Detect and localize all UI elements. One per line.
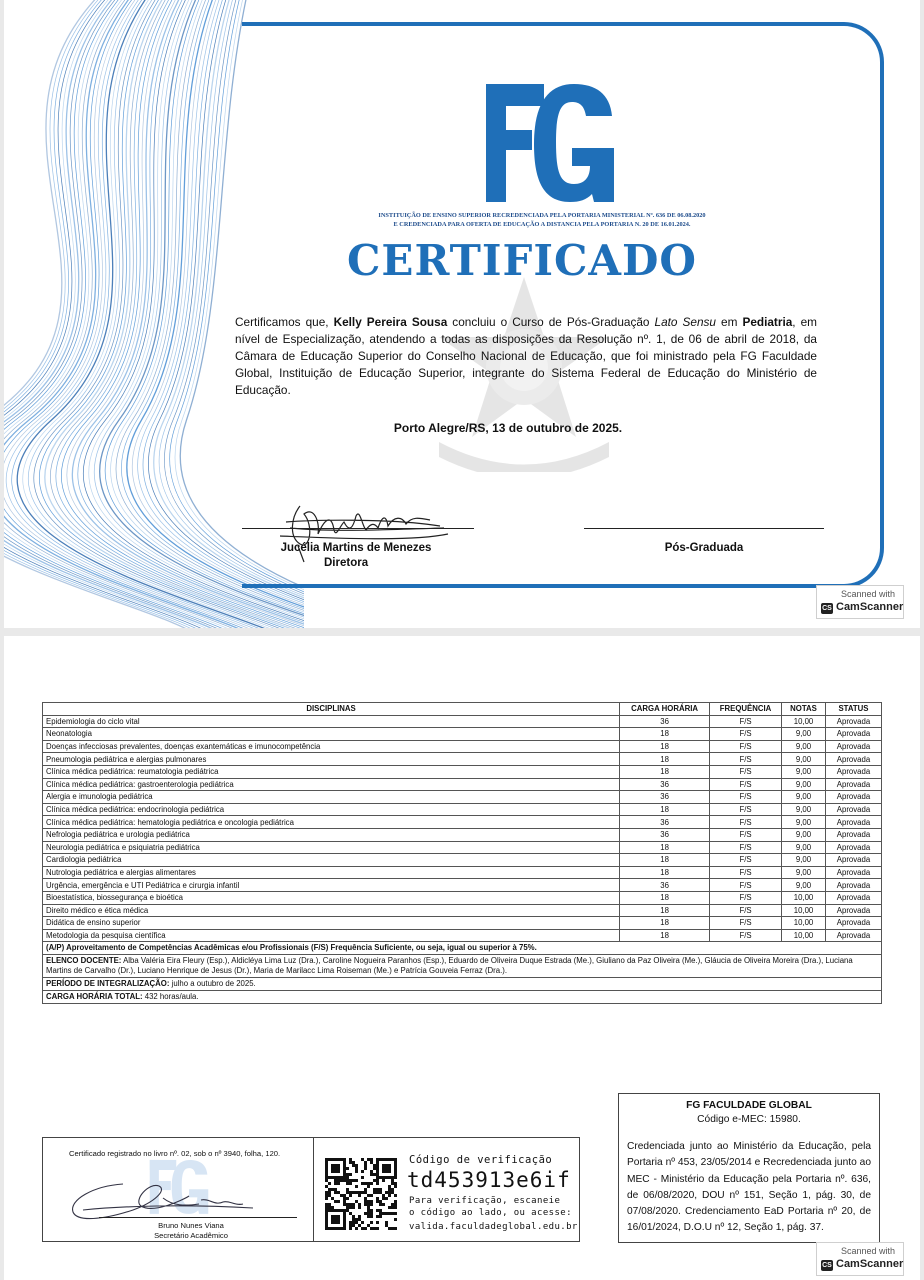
secretary-name: Bruno Nunes Viana <box>158 1221 224 1230</box>
institution-line-1: INSTITUIÇÃO DE ENSINO SUPERIOR RECREDENCIADA PELA PORTARIA MINISTERIAL Nº. 636 DE 06.08.2020 <box>378 212 706 219</box>
cell-hours: 18 <box>620 866 710 879</box>
table-header-row <box>43 703 882 716</box>
table-row <box>43 803 882 816</box>
director-signature <box>270 486 450 566</box>
verification-label: Código de verificação <box>409 1154 553 1166</box>
cell-hours: 18 <box>620 765 710 778</box>
cell-discipline: Clínica médica pediátrica: hematologia pediátrica e oncologia pediátrica <box>43 816 620 829</box>
table-row <box>43 816 882 829</box>
cell-discipline: Epidemiologia do ciclo vital <box>43 715 620 728</box>
secretary-role: Secretário Acadêmico <box>154 1231 228 1240</box>
graduate-label: Pós-Graduada <box>664 542 744 554</box>
graduate-signature-line <box>584 528 824 529</box>
table-row <box>43 879 882 892</box>
verification-help <box>409 1195 572 1219</box>
cell-status: Aprovada <box>825 803 881 816</box>
cell-status: Aprovada <box>825 753 881 766</box>
period-text: julho a outubro de 2025. <box>169 979 256 989</box>
cell-hours: 36 <box>620 778 710 791</box>
wave-line <box>4 0 268 628</box>
cell-hours: 18 <box>620 891 710 904</box>
cell-status: Aprovada <box>825 841 881 854</box>
table-row <box>43 765 882 778</box>
cell-hours: 18 <box>620 917 710 930</box>
legend-text: (A/P) Aproveitamento de Competências Acadêmicas e/ou Profissionais (F/S) Frequência Suficiente, ou seja, igual ou superior à 75%. <box>43 942 882 955</box>
header-notas: NOTAS <box>782 703 826 716</box>
cell-hours: 36 <box>620 715 710 728</box>
institution-line-2: E CREDENCIADA PARA OFERTA DE EDUCAÇÃO A DISTANCIA PELA PORTARIA N. 20 DE 16.01.2024. <box>393 221 691 228</box>
fg-logo <box>480 80 620 202</box>
cell-grade: 9,00 <box>782 841 826 854</box>
cell-grade: 10,00 <box>782 715 826 728</box>
cell-frequency: F/S <box>710 879 782 892</box>
cell-frequency: F/S <box>710 803 782 816</box>
cell-hours: 18 <box>620 740 710 753</box>
cell-discipline: Cardiologia pediátrica <box>43 854 620 867</box>
institution-accreditation <box>304 211 780 229</box>
mec-title: FG FACULDADE GLOBAL <box>686 1100 812 1111</box>
period-row <box>43 978 882 991</box>
lato-sensu: Lato Sensu <box>654 315 716 329</box>
student-name: Kelly Pereira Sousa <box>333 315 448 329</box>
cell-status: Aprovada <box>825 917 881 930</box>
cell-grade: 9,00 <box>782 866 826 879</box>
verification-qr-code[interactable] <box>325 1158 397 1230</box>
cell-grade: 9,00 <box>782 879 826 892</box>
issue-date: Porto Alegre/RS, 13 de outubro de 2025. <box>393 421 623 435</box>
course-name: Pediatria <box>742 315 793 329</box>
certificate-page <box>4 0 920 628</box>
cell-discipline: Clínica médica pediátrica: gastroenterologia pediátrica <box>43 778 620 791</box>
cell-discipline: Clínica médica pediátrica: endocrinologia pediátrica <box>43 803 620 816</box>
table-row <box>43 854 882 867</box>
cell-frequency: F/S <box>710 740 782 753</box>
table-row <box>43 753 882 766</box>
verification-url[interactable]: valida.faculdadeglobal.edu.br <box>409 1222 578 1232</box>
cell-frequency: F/S <box>710 904 782 917</box>
cell-hours: 36 <box>620 791 710 804</box>
header-status: STATUS <box>825 703 881 716</box>
cell-frequency: F/S <box>710 891 782 904</box>
table-row <box>43 728 882 741</box>
cell-frequency: F/S <box>710 866 782 879</box>
cell-frequency: F/S <box>710 791 782 804</box>
faculty-label: ELENCO DOCENTE: <box>46 956 122 966</box>
cell-discipline: Alergia e imunologia pediátrica <box>43 791 620 804</box>
cell-hours: 18 <box>620 803 710 816</box>
cell-frequency: F/S <box>710 765 782 778</box>
table-row <box>43 929 882 942</box>
cell-grade: 10,00 <box>782 891 826 904</box>
cell-grade: 9,00 <box>782 803 826 816</box>
cell-hours: 36 <box>620 828 710 841</box>
cell-discipline: Pneumologia pediátrica e alergias pulmonares <box>43 753 620 766</box>
camscanner-badge <box>816 1242 904 1276</box>
total-row <box>43 991 882 1004</box>
cell-status: Aprovada <box>825 879 881 892</box>
cell-frequency: F/S <box>710 753 782 766</box>
cell-hours: 36 <box>620 879 710 892</box>
cell-hours: 18 <box>620 753 710 766</box>
registration-text: Certificado registrado no livro nº. 02, sob o nº 3940, folha, 120. <box>69 1149 281 1158</box>
cell-discipline: Direito médico e ética médica <box>43 904 620 917</box>
faculty-row <box>43 955 882 978</box>
cell-frequency: F/S <box>710 854 782 867</box>
cell-discipline: Neonatologia <box>43 728 620 741</box>
cell-grade: 9,00 <box>782 728 826 741</box>
cell-grade: 10,00 <box>782 929 826 942</box>
cell-discipline: Urgência, emergência e UTI Pediátrica e cirurgia infantil <box>43 879 620 892</box>
camscanner-top-text: Scanned with <box>840 589 895 599</box>
cell-discipline: Metodologia da pesquisa científica <box>43 929 620 942</box>
cell-status: Aprovada <box>825 728 881 741</box>
period-cell <box>43 978 882 991</box>
mec-accreditation-box <box>618 1093 880 1243</box>
cell-hours: 36 <box>620 816 710 829</box>
certificate-body-text <box>235 314 817 399</box>
cell-status: Aprovada <box>825 765 881 778</box>
cell-status: Aprovada <box>825 891 881 904</box>
table-row <box>43 778 882 791</box>
table-row <box>43 828 882 841</box>
table-row <box>43 904 882 917</box>
cell-frequency: F/S <box>710 929 782 942</box>
certificate-title: CERTIFICADO <box>347 236 697 285</box>
table-row <box>43 740 882 753</box>
table-row <box>43 866 882 879</box>
camscanner-name: CamScanner <box>836 1258 904 1270</box>
cell-grade: 9,00 <box>782 791 826 804</box>
cell-status: Aprovada <box>825 828 881 841</box>
cell-hours: 18 <box>620 841 710 854</box>
cell-grade: 9,00 <box>782 740 826 753</box>
wave-line <box>4 0 250 628</box>
cell-status: Aprovada <box>825 740 881 753</box>
cell-grade: 9,00 <box>782 753 826 766</box>
cell-grade: 9,00 <box>782 765 826 778</box>
cell-status: Aprovada <box>825 715 881 728</box>
cell-status: Aprovada <box>825 929 881 942</box>
cell-grade: 9,00 <box>782 816 826 829</box>
director-role: Diretora <box>324 557 369 569</box>
cell-grade: 10,00 <box>782 917 826 930</box>
director-signature-line <box>242 528 474 529</box>
text-part: , em nível de Especialização, atendendo a todas as disposições da Resolução nº. 1, de 06 de abril de 2018, da Câmara de Educação Superior do Conselho Nacional de Educação, que foi ministrado pela FG Faculdade Global, Instituição de Educação Superior, integrante do Sistema Federal de Educação do Ministério de Educação. <box>235 315 817 397</box>
header-disciplinas: DISCIPLINAS <box>43 703 620 716</box>
cell-frequency: F/S <box>710 917 782 930</box>
cell-frequency: F/S <box>710 841 782 854</box>
cell-grade: 9,00 <box>782 828 826 841</box>
director-name: Jucélia Martins de Menezes <box>280 542 432 554</box>
cell-discipline: Doenças infecciosas prevalentes, doenças exantemáticas e imunocompetência <box>43 740 620 753</box>
grades-table <box>42 702 882 1004</box>
wave-line <box>4 0 245 628</box>
header-frequencia: FREQUÊNCIA <box>710 703 782 716</box>
verification-help-line-1: Para verificação, escaneie <box>409 1196 561 1206</box>
secretary-signature-line <box>99 1217 297 1218</box>
period-label: PERÍODO DE INTEGRALIZAÇÃO: <box>46 979 170 989</box>
table-row <box>43 917 882 930</box>
cell-discipline: Clínica médica pediátrica: reumatologia pediátrica <box>43 765 620 778</box>
table-row <box>43 841 882 854</box>
faculty-cell <box>43 955 882 978</box>
cell-frequency: F/S <box>710 816 782 829</box>
total-cell <box>43 991 882 1004</box>
cell-discipline: Didática de ensino superior <box>43 917 620 930</box>
cell-frequency: F/S <box>710 728 782 741</box>
camscanner-icon: CS <box>822 605 832 612</box>
cell-discipline: Neurologia pediátrica e psiquiatria pediátrica <box>43 841 620 854</box>
cell-frequency: F/S <box>710 778 782 791</box>
total-text: 432 horas/aula. <box>142 992 199 1002</box>
transcript-page <box>4 636 920 1280</box>
verification-help-line-2: o código ao lado, ou acesse: <box>409 1208 572 1218</box>
cell-status: Aprovada <box>825 791 881 804</box>
verification-divider <box>313 1138 314 1241</box>
text-part: Certificamos que, <box>235 315 334 329</box>
cell-status: Aprovada <box>825 904 881 917</box>
verification-box <box>42 1137 580 1242</box>
header-carga: CARGA HORÁRIA <box>620 703 710 716</box>
mec-text: Credenciada junto ao Ministério da Educação, pela Portaria nº 453, 23/05/2014 e Recredenciada junto ao MEC - Ministério da Educação pela Portaria nº. 636, de 06/08/2020, DOU nº 151, Seção 1, pág. 30, de 07/08/2020. Credenciamento EaD Portaria nº 20, de 16/01/2024, D.O.U nº 12, Seção 1, pág. 37. <box>627 1141 871 1234</box>
camscanner-top-text: Scanned with <box>840 1246 895 1256</box>
table-row <box>43 891 882 904</box>
camscanner-name: CamScanner <box>836 601 904 613</box>
verification-code: td453913e6if <box>407 1168 571 1192</box>
cell-hours: 18 <box>620 854 710 867</box>
faculty-text: Alba Valéria Eira Fleury (Esp.), Aldicléya Lima Luz (Dra.), Caroline Nogueira Paranhos (Esp.), Eduardo de Oliveira Duque Estrada (Me.), Giuliano da Paz Oliveira (Me.), Gláucia de Oliveira Moreira (Dra.), Luciana Martins de Carvalho (Dr.), Luciano Henrique de Jesus (Dr.), Maria de Marilacc Lima Roiseman (Me.) e Patrícia Gouveia Ferraz (Dra.). <box>46 956 853 976</box>
table-row <box>43 791 882 804</box>
cell-frequency: F/S <box>710 715 782 728</box>
cell-hours: 18 <box>620 904 710 917</box>
cell-grade: 10,00 <box>782 904 826 917</box>
table-row <box>43 715 882 728</box>
mec-code: Código e-MEC: 15980. <box>697 1114 801 1125</box>
total-label: CARGA HORÁRIA TOTAL: <box>46 992 143 1002</box>
cell-grade: 9,00 <box>782 854 826 867</box>
legend-row <box>43 942 882 955</box>
cell-status: Aprovada <box>825 866 881 879</box>
cell-frequency: F/S <box>710 828 782 841</box>
cell-hours: 18 <box>620 929 710 942</box>
cell-grade: 9,00 <box>782 778 826 791</box>
text-part: em <box>715 315 743 329</box>
cell-status: Aprovada <box>825 816 881 829</box>
cell-discipline: Bioestatística, biossegurança e bioética <box>43 891 620 904</box>
text-part: concluiu o Curso de Pós-Graduação <box>447 315 655 329</box>
cell-status: Aprovada <box>825 854 881 867</box>
cell-discipline: Nutrologia pediátrica e alergias alimentares <box>43 866 620 879</box>
camscanner-icon: CS <box>822 1262 832 1269</box>
cell-hours: 18 <box>620 728 710 741</box>
camscanner-badge <box>816 585 904 619</box>
cell-status: Aprovada <box>825 778 881 791</box>
secretary-signature <box>63 1176 263 1226</box>
cell-discipline: Nefrologia pediátrica e urologia pediátrica <box>43 828 620 841</box>
